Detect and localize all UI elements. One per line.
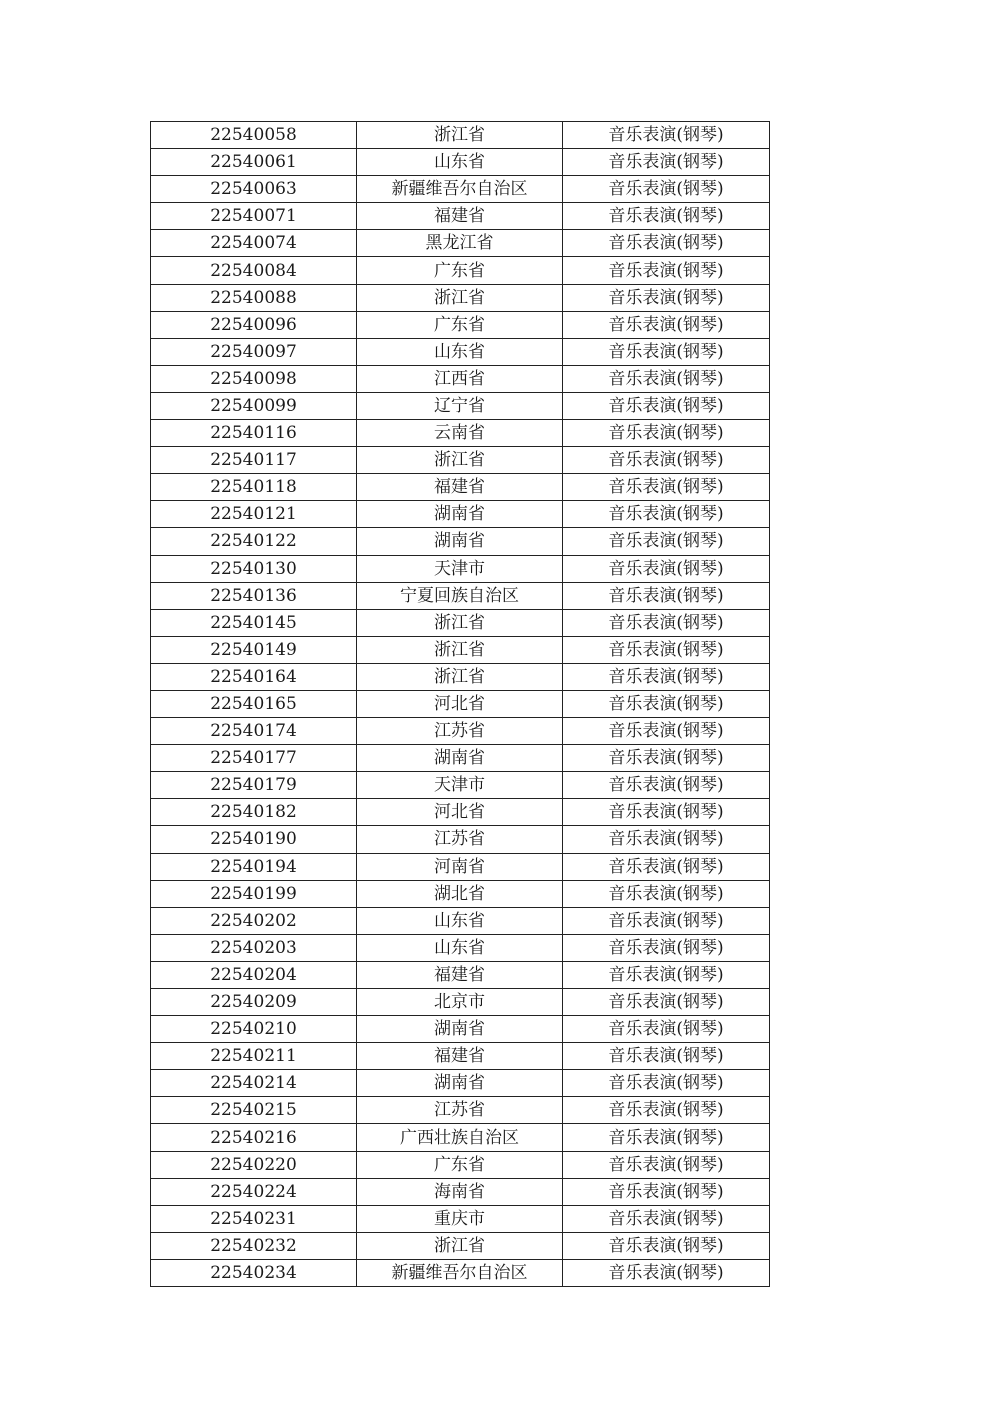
province-cell: 浙江省: [357, 447, 563, 474]
table-row: [151, 1232, 770, 1259]
province-cell: 山东省: [357, 934, 563, 961]
major-cell: 音乐表演(钢琴): [563, 176, 770, 203]
province-cell: 福建省: [357, 1043, 563, 1070]
major-cell: 音乐表演(钢琴): [563, 1016, 770, 1043]
table-row: [151, 826, 770, 853]
exam-number-cell: 22540099: [151, 392, 357, 419]
table-row: [151, 1043, 770, 1070]
exam-number-cell: 22540058: [151, 122, 357, 149]
major-cell: 音乐表演(钢琴): [563, 528, 770, 555]
major-cell: 音乐表演(钢琴): [563, 636, 770, 663]
exam-number-cell: 22540122: [151, 528, 357, 555]
major-cell: 音乐表演(钢琴): [563, 311, 770, 338]
table-row: [151, 122, 770, 149]
exam-number-cell: 22540097: [151, 338, 357, 365]
table-row: [151, 203, 770, 230]
major-cell: 音乐表演(钢琴): [563, 961, 770, 988]
table-row: [151, 1124, 770, 1151]
major-cell: 音乐表演(钢琴): [563, 718, 770, 745]
table-row: [151, 772, 770, 799]
province-cell: 山东省: [357, 907, 563, 934]
table-row: [151, 853, 770, 880]
province-cell: 湖北省: [357, 880, 563, 907]
exam-number-cell: 22540214: [151, 1070, 357, 1097]
exam-number-cell: 22540149: [151, 636, 357, 663]
table-row: [151, 582, 770, 609]
major-cell: 音乐表演(钢琴): [563, 663, 770, 690]
major-cell: 音乐表演(钢琴): [563, 880, 770, 907]
exam-number-cell: 22540098: [151, 365, 357, 392]
major-cell: 音乐表演(钢琴): [563, 501, 770, 528]
table-row: [151, 284, 770, 311]
province-cell: 湖南省: [357, 1016, 563, 1043]
table-row: [151, 989, 770, 1016]
major-cell: 音乐表演(钢琴): [563, 338, 770, 365]
table-row: [151, 555, 770, 582]
province-cell: 湖南省: [357, 528, 563, 555]
province-cell: 浙江省: [357, 122, 563, 149]
province-cell: 湖南省: [357, 1070, 563, 1097]
table-row: [151, 961, 770, 988]
province-cell: 浙江省: [357, 663, 563, 690]
table-row: [151, 311, 770, 338]
province-cell: 浙江省: [357, 284, 563, 311]
table-row: [151, 257, 770, 284]
major-cell: 音乐表演(钢琴): [563, 149, 770, 176]
province-cell: 广东省: [357, 311, 563, 338]
candidate-table-body: [151, 122, 770, 1287]
major-cell: 音乐表演(钢琴): [563, 582, 770, 609]
major-cell: 音乐表演(钢琴): [563, 772, 770, 799]
province-cell: 河北省: [357, 690, 563, 717]
province-cell: 湖南省: [357, 745, 563, 772]
table-row: [151, 1205, 770, 1232]
table-row: [151, 1259, 770, 1286]
table-row: [151, 392, 770, 419]
exam-number-cell: 22540071: [151, 203, 357, 230]
exam-number-cell: 22540194: [151, 853, 357, 880]
exam-number-cell: 22540145: [151, 609, 357, 636]
table-row: [151, 501, 770, 528]
table-row: [151, 1151, 770, 1178]
table-row: [151, 365, 770, 392]
table-row: [151, 176, 770, 203]
province-cell: 广东省: [357, 1151, 563, 1178]
major-cell: 音乐表演(钢琴): [563, 826, 770, 853]
province-cell: 新疆维吾尔自治区: [357, 176, 563, 203]
province-cell: 宁夏回族自治区: [357, 582, 563, 609]
province-cell: 天津市: [357, 772, 563, 799]
exam-number-cell: 22540199: [151, 880, 357, 907]
table-row: [151, 447, 770, 474]
major-cell: 音乐表演(钢琴): [563, 799, 770, 826]
province-cell: 广东省: [357, 257, 563, 284]
exam-number-cell: 22540177: [151, 745, 357, 772]
table-row: [151, 934, 770, 961]
candidate-table: [150, 121, 770, 1287]
table-row: [151, 663, 770, 690]
major-cell: 音乐表演(钢琴): [563, 365, 770, 392]
province-cell: 新疆维吾尔自治区: [357, 1259, 563, 1286]
province-cell: 重庆市: [357, 1205, 563, 1232]
province-cell: 湖南省: [357, 501, 563, 528]
table-row: [151, 609, 770, 636]
exam-number-cell: 22540096: [151, 311, 357, 338]
major-cell: 音乐表演(钢琴): [563, 853, 770, 880]
exam-number-cell: 22540211: [151, 1043, 357, 1070]
major-cell: 音乐表演(钢琴): [563, 447, 770, 474]
exam-number-cell: 22540224: [151, 1178, 357, 1205]
province-cell: 北京市: [357, 989, 563, 1016]
table-row: [151, 338, 770, 365]
province-cell: 广西壮族自治区: [357, 1124, 563, 1151]
major-cell: 音乐表演(钢琴): [563, 420, 770, 447]
province-cell: 云南省: [357, 420, 563, 447]
major-cell: 音乐表演(钢琴): [563, 1070, 770, 1097]
exam-number-cell: 22540136: [151, 582, 357, 609]
exam-number-cell: 22540130: [151, 555, 357, 582]
major-cell: 音乐表演(钢琴): [563, 989, 770, 1016]
exam-number-cell: 22540088: [151, 284, 357, 311]
exam-number-cell: 22540074: [151, 230, 357, 257]
major-cell: 音乐表演(钢琴): [563, 230, 770, 257]
major-cell: 音乐表演(钢琴): [563, 907, 770, 934]
table-row: [151, 420, 770, 447]
exam-number-cell: 22540182: [151, 799, 357, 826]
table-row: [151, 230, 770, 257]
exam-number-cell: 22540165: [151, 690, 357, 717]
major-cell: 音乐表演(钢琴): [563, 1043, 770, 1070]
candidate-table-container: [150, 121, 769, 1287]
province-cell: 浙江省: [357, 609, 563, 636]
exam-number-cell: 22540215: [151, 1097, 357, 1124]
major-cell: 音乐表演(钢琴): [563, 1178, 770, 1205]
exam-number-cell: 22540203: [151, 934, 357, 961]
major-cell: 音乐表演(钢琴): [563, 1259, 770, 1286]
exam-number-cell: 22540116: [151, 420, 357, 447]
exam-number-cell: 22540063: [151, 176, 357, 203]
major-cell: 音乐表演(钢琴): [563, 257, 770, 284]
exam-number-cell: 22540202: [151, 907, 357, 934]
exam-number-cell: 22540204: [151, 961, 357, 988]
table-row: [151, 690, 770, 717]
province-cell: 山东省: [357, 149, 563, 176]
major-cell: 音乐表演(钢琴): [563, 609, 770, 636]
major-cell: 音乐表演(钢琴): [563, 1124, 770, 1151]
province-cell: 天津市: [357, 555, 563, 582]
exam-number-cell: 22540061: [151, 149, 357, 176]
exam-number-cell: 22540174: [151, 718, 357, 745]
exam-number-cell: 22540210: [151, 1016, 357, 1043]
table-row: [151, 880, 770, 907]
province-cell: 江西省: [357, 365, 563, 392]
major-cell: 音乐表演(钢琴): [563, 1097, 770, 1124]
province-cell: 山东省: [357, 338, 563, 365]
exam-number-cell: 22540232: [151, 1232, 357, 1259]
major-cell: 音乐表演(钢琴): [563, 1151, 770, 1178]
province-cell: 河北省: [357, 799, 563, 826]
province-cell: 海南省: [357, 1178, 563, 1205]
province-cell: 辽宁省: [357, 392, 563, 419]
table-row: [151, 1070, 770, 1097]
exam-number-cell: 22540216: [151, 1124, 357, 1151]
table-row: [151, 1016, 770, 1043]
exam-number-cell: 22540234: [151, 1259, 357, 1286]
province-cell: 福建省: [357, 203, 563, 230]
province-cell: 江苏省: [357, 826, 563, 853]
table-row: [151, 528, 770, 555]
table-row: [151, 718, 770, 745]
table-row: [151, 149, 770, 176]
province-cell: 黑龙江省: [357, 230, 563, 257]
exam-number-cell: 22540084: [151, 257, 357, 284]
exam-number-cell: 22540164: [151, 663, 357, 690]
major-cell: 音乐表演(钢琴): [563, 474, 770, 501]
major-cell: 音乐表演(钢琴): [563, 392, 770, 419]
province-cell: 江苏省: [357, 718, 563, 745]
province-cell: 福建省: [357, 474, 563, 501]
exam-number-cell: 22540121: [151, 501, 357, 528]
exam-number-cell: 22540179: [151, 772, 357, 799]
major-cell: 音乐表演(钢琴): [563, 555, 770, 582]
exam-number-cell: 22540118: [151, 474, 357, 501]
major-cell: 音乐表演(钢琴): [563, 745, 770, 772]
major-cell: 音乐表演(钢琴): [563, 203, 770, 230]
exam-number-cell: 22540190: [151, 826, 357, 853]
major-cell: 音乐表演(钢琴): [563, 122, 770, 149]
exam-number-cell: 22540220: [151, 1151, 357, 1178]
table-row: [151, 907, 770, 934]
major-cell: 音乐表演(钢琴): [563, 934, 770, 961]
exam-number-cell: 22540209: [151, 989, 357, 1016]
table-row: [151, 1178, 770, 1205]
province-cell: 福建省: [357, 961, 563, 988]
table-row: [151, 1097, 770, 1124]
major-cell: 音乐表演(钢琴): [563, 284, 770, 311]
table-row: [151, 474, 770, 501]
exam-number-cell: 22540231: [151, 1205, 357, 1232]
major-cell: 音乐表演(钢琴): [563, 1232, 770, 1259]
major-cell: 音乐表演(钢琴): [563, 1205, 770, 1232]
table-row: [151, 636, 770, 663]
province-cell: 江苏省: [357, 1097, 563, 1124]
province-cell: 河南省: [357, 853, 563, 880]
exam-number-cell: 22540117: [151, 447, 357, 474]
province-cell: 浙江省: [357, 1232, 563, 1259]
table-row: [151, 745, 770, 772]
table-row: [151, 799, 770, 826]
province-cell: 浙江省: [357, 636, 563, 663]
major-cell: 音乐表演(钢琴): [563, 690, 770, 717]
